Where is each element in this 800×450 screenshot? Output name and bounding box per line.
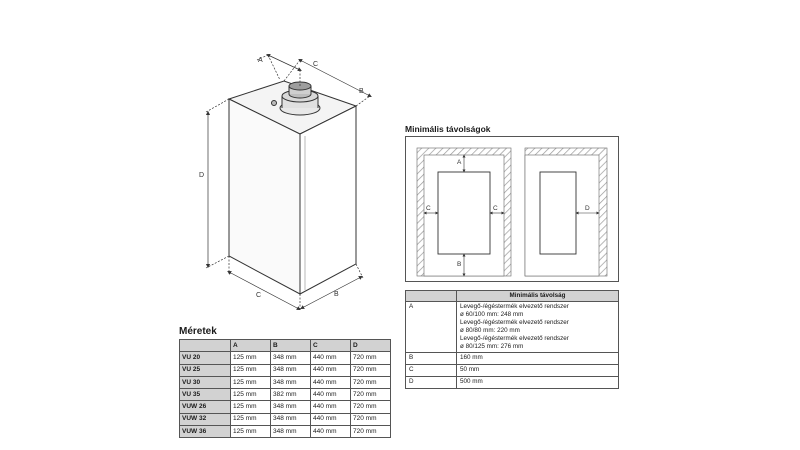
dim-label-b-top: B: [359, 88, 364, 95]
dimensions-row: [180, 352, 391, 364]
min-row-line: ø 60/100 mm: 248 mm: [460, 311, 524, 318]
dimensions-cell: 440 mm: [311, 376, 351, 388]
minimal-distances-table: [405, 290, 619, 389]
dimensions-model: VU 25: [180, 364, 231, 376]
minimal-distances-title: Minimális távolságok: [405, 124, 491, 134]
boiler-left-face: [229, 99, 300, 294]
min-table-row: [406, 353, 619, 365]
dimensions-cell: 720 mm: [351, 364, 391, 376]
dimensions-model: VUW 36: [180, 426, 231, 438]
min-row-line: Levegő-/égéstermék elvezető rendszer: [460, 319, 569, 326]
dimensions-cell: 125 mm: [231, 352, 271, 364]
dimensions-row: [180, 413, 391, 425]
min-row-line: Levegő-/égéstermék elvezető rendszer: [460, 303, 569, 310]
minimal-distances-diagram: [405, 136, 619, 282]
min-row-key: A: [406, 302, 457, 353]
dimensions-cell: 125 mm: [231, 389, 271, 401]
dimensions-model: VU 35: [180, 389, 231, 401]
dimensions-cell: 348 mm: [271, 352, 311, 364]
min-label-c-right: C: [493, 205, 498, 212]
dimensions-cell: 720 mm: [351, 401, 391, 413]
dimensions-row: [180, 389, 391, 401]
dimensions-row: [180, 401, 391, 413]
dimensions-header-cell: [180, 340, 231, 352]
dimensions-title: Méretek: [179, 326, 217, 337]
min-row-key: C: [406, 365, 457, 377]
dimensions-header-cell: A: [231, 340, 271, 352]
min-label-c-left: C: [426, 205, 431, 212]
min-row-line: ø 80/125 mm: 276 mm: [460, 343, 524, 350]
dimensions-cell: 720 mm: [351, 413, 391, 425]
dimensions-header-cell: B: [271, 340, 311, 352]
min-label-d: D: [585, 205, 590, 212]
min-table-header-blank: [406, 291, 457, 302]
min-row-line: ø 80/80 mm: 220 mm: [460, 327, 520, 334]
dimensions-cell: 125 mm: [231, 401, 271, 413]
min-table-row: [406, 377, 619, 389]
min-table-row: [406, 302, 619, 353]
dimensions-model: VUW 32: [180, 413, 231, 425]
min-row-key: B: [406, 353, 457, 365]
min-row-key: D: [406, 377, 457, 389]
dim-label-a: A: [258, 57, 263, 64]
min-row-value: [457, 302, 619, 353]
dimensions-cell: 382 mm: [271, 389, 311, 401]
dimensions-cell: 440 mm: [311, 413, 351, 425]
dimensions-header-row: [180, 340, 391, 352]
boiler-outline-front: [438, 172, 490, 254]
dim-label-d: D: [199, 172, 205, 179]
dimensions-header-cell: D: [351, 340, 391, 352]
dimensions-cell: 125 mm: [231, 376, 271, 388]
dimensions-cell: 348 mm: [271, 413, 311, 425]
min-table-header: Minimális távolság: [457, 291, 619, 302]
boiler-front-face: [300, 106, 356, 294]
min-label-b: B: [457, 261, 462, 268]
dimensions-cell: 440 mm: [311, 389, 351, 401]
dimensions-model: VU 20: [180, 352, 231, 364]
boiler-outline-side: [540, 172, 576, 254]
dimensions-cell: 125 mm: [231, 364, 271, 376]
dimensions-row: [180, 426, 391, 438]
dimensions-table: [179, 339, 391, 438]
dimensions-model: VU 30: [180, 376, 231, 388]
min-row-value: 500 mm: [457, 377, 619, 389]
dimensions-cell: 720 mm: [351, 352, 391, 364]
dimensions-cell: 720 mm: [351, 426, 391, 438]
dimensions-cell: 440 mm: [311, 401, 351, 413]
dimensions-cell: 348 mm: [271, 364, 311, 376]
dimensions-cell: 440 mm: [311, 352, 351, 364]
dim-label-c-top: C: [313, 61, 319, 68]
niche-side-view: [525, 148, 607, 276]
dimensions-row: [180, 376, 391, 388]
dimensions-cell: 125 mm: [231, 426, 271, 438]
niche-front-view: [417, 148, 511, 276]
dimensions-cell: 348 mm: [271, 426, 311, 438]
dimensions-cell: 720 mm: [351, 389, 391, 401]
dimensions-cell: 440 mm: [311, 364, 351, 376]
dimensions-cell: 348 mm: [271, 401, 311, 413]
dimensions-cell: 125 mm: [231, 413, 271, 425]
dim-label-c-bottom: C: [256, 292, 262, 299]
min-table-row: [406, 365, 619, 377]
min-row-value: 160 mm: [457, 353, 619, 365]
min-row-line: Levegő-/égéstermék elvezető rendszer: [460, 335, 569, 342]
dimensions-cell: 720 mm: [351, 376, 391, 388]
dimensions-header-cell: C: [311, 340, 351, 352]
dimensions-model: VUW 26: [180, 401, 231, 413]
dimensions-row: [180, 364, 391, 376]
min-row-value: 50 mm: [457, 365, 619, 377]
dimensions-cell: 348 mm: [271, 376, 311, 388]
min-label-a: A: [457, 159, 462, 166]
dimensions-cell: 440 mm: [311, 426, 351, 438]
dim-label-b-bottom: B: [334, 291, 339, 298]
